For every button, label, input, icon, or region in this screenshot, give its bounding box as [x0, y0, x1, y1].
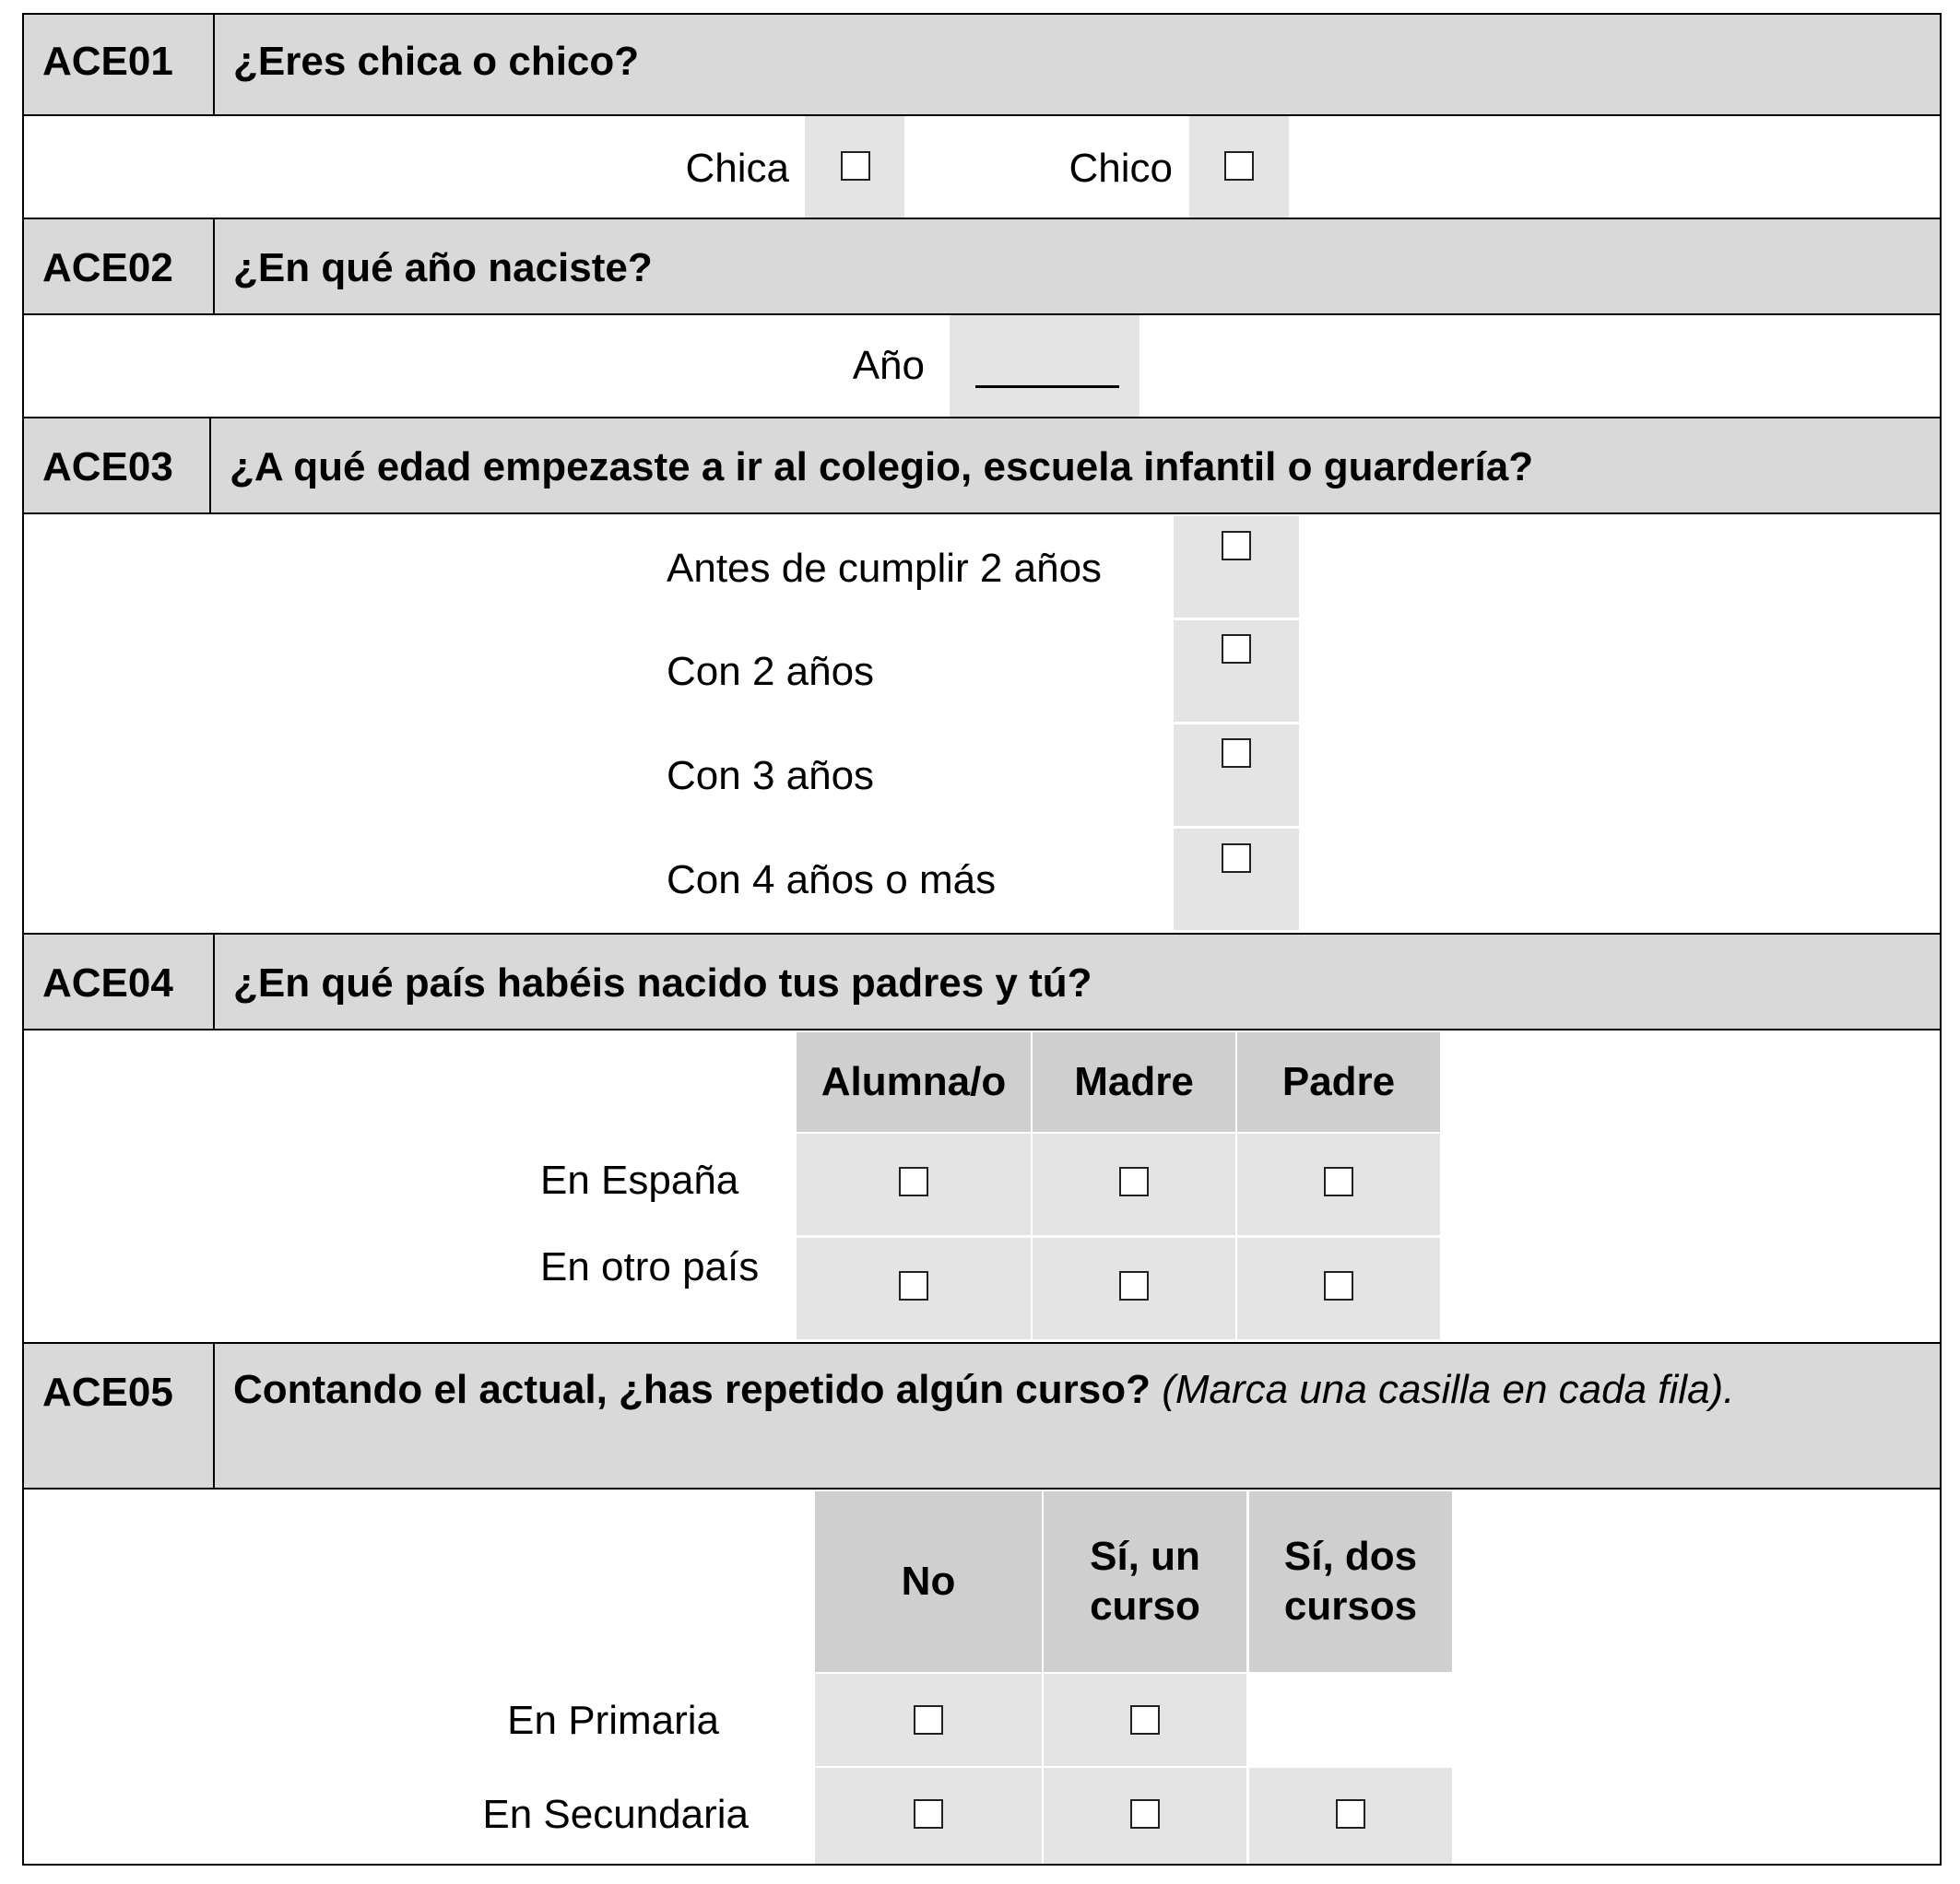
divider	[213, 219, 215, 313]
row-label: En Secundaria	[482, 1792, 749, 1837]
divider	[213, 935, 215, 1029]
question-code: ACE04	[42, 960, 173, 1006]
checkbox-age-option-3[interactable]	[1222, 738, 1251, 768]
question-code: ACE03	[42, 444, 173, 489]
divider	[22, 114, 1942, 116]
option-label: Antes de cumplir 2 años	[667, 546, 1103, 591]
question-text: ¿En qué año naciste?	[233, 245, 653, 290]
divider	[22, 1029, 1942, 1030]
question-code: ACE05	[42, 1370, 173, 1415]
option-label: Con 3 años	[667, 753, 875, 798]
checkbox-other-father[interactable]	[1324, 1271, 1353, 1301]
row-label: En España	[540, 1158, 739, 1203]
year-input[interactable]	[950, 315, 1139, 417]
question-main-text: Contando el actual, ¿has repetido algún curso?	[233, 1367, 1151, 1412]
question-note: (Marca una casilla en cada fila).	[1162, 1367, 1735, 1412]
column-header: No	[815, 1491, 1042, 1672]
checkbox-primaria-one[interactable]	[1130, 1705, 1160, 1735]
column-header: Padre	[1237, 1032, 1440, 1132]
checkbox-age-option-2[interactable]	[1222, 634, 1251, 664]
divider	[213, 15, 215, 114]
column-header: Alumna/o	[797, 1032, 1031, 1132]
divider	[209, 418, 211, 512]
year-input-line	[975, 385, 1119, 388]
checkbox-chica[interactable]	[841, 151, 870, 181]
column-header: Sí, un curso	[1044, 1491, 1246, 1672]
checkbox-chico[interactable]	[1224, 151, 1254, 181]
question-text: ¿A qué edad empezaste a ir al colegio, escuela infantil o guardería?	[230, 444, 1534, 489]
row-label: En Primaria	[507, 1698, 719, 1743]
field-label-year: Año	[852, 343, 925, 388]
checkbox-age-option-4[interactable]	[1222, 843, 1251, 873]
checkbox-secundaria-no[interactable]	[914, 1799, 943, 1829]
column-header: Madre	[1033, 1032, 1235, 1132]
column-header: Sí, dos cursos	[1249, 1491, 1452, 1672]
checkbox-other-student[interactable]	[899, 1271, 928, 1301]
question-text: ¿En qué país habéis nacido tus padres y tú?	[233, 960, 1092, 1006]
question-text	[233, 1364, 1830, 1416]
row-label: En otro país	[540, 1244, 760, 1289]
checkbox-secundaria-two[interactable]	[1336, 1799, 1365, 1829]
option-label: Con 2 años	[667, 649, 875, 694]
checkbox-primaria-no[interactable]	[914, 1705, 943, 1735]
divider	[22, 1488, 1942, 1490]
checkbox-spain-father[interactable]	[1324, 1167, 1353, 1196]
option-label-chica: Chica	[685, 146, 789, 191]
checkbox-spain-student[interactable]	[899, 1167, 928, 1196]
checkbox-secundaria-one[interactable]	[1130, 1799, 1160, 1829]
question-code: ACE01	[42, 39, 173, 84]
divider	[22, 512, 1942, 514]
checkbox-age-option-1[interactable]	[1222, 531, 1251, 560]
option-label-chico: Chico	[1069, 146, 1173, 191]
option-label: Con 4 años o más	[667, 857, 997, 902]
question-code: ACE02	[42, 245, 173, 290]
checkbox-other-mother[interactable]	[1119, 1271, 1149, 1301]
question-text: ¿Eres chica o chico?	[233, 39, 640, 84]
divider	[213, 1344, 215, 1488]
checkbox-spain-mother[interactable]	[1119, 1167, 1149, 1196]
